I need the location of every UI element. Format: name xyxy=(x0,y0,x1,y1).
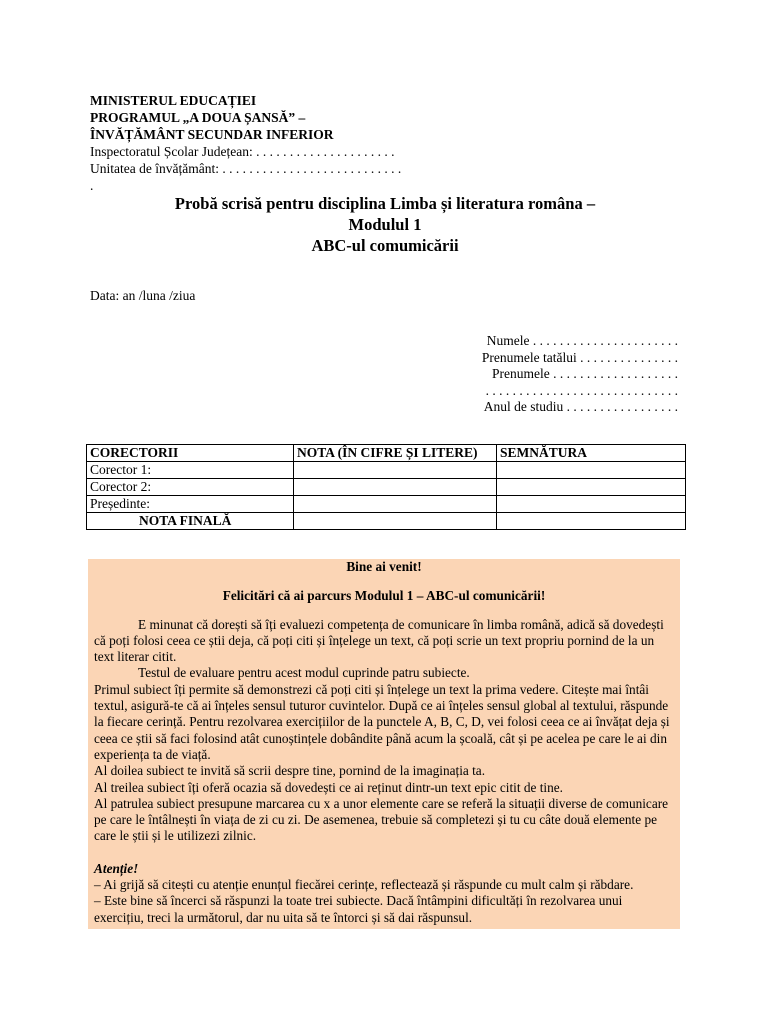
row-label: Corector 2: xyxy=(87,479,294,496)
date-line: Data: an /luna /ziua xyxy=(90,288,196,303)
table-header-row xyxy=(87,445,686,462)
grade-cell xyxy=(294,496,497,513)
paragraph-subject-3: Al treilea subiect îți oferă ocazia să dovedești ce ai reținut dintr-un text epic citit de tine. xyxy=(94,779,564,795)
paragraph-subject-4: Al patrulea subiect presupune marcarea cu x a unor elemente care se referă la situații diverse de comunicare pe care le întâlnești în viața de zi cu zi. De asemenea, trebuie să completezi și tu cu câte două elemente pe care le știi și le utilizezi zilnic. xyxy=(94,795,669,844)
final-grade-label: NOTA FINALĂ xyxy=(87,513,294,530)
father-name-field: Prenumele tatălui . . . . . . . . . . . . . . . xyxy=(481,349,678,365)
signature-cell xyxy=(497,513,686,530)
table-row xyxy=(87,496,686,513)
grade-cell xyxy=(294,479,497,496)
student-identity-block xyxy=(482,333,678,416)
row-label: Președinte: xyxy=(87,496,294,513)
study-year-field: Anul de studiu . . . . . . . . . . . . . . . . . xyxy=(483,399,678,414)
advice-item: – Este bine să încerci să răspunzi la toate trei subiecte. Dacă întâmpini dificultăți în rezolvarea unui exercițiu, treci la următorul, dar nu uita să te întorci și să dai răspunsul. xyxy=(94,893,623,925)
welcome-subheading: Felicitări că ai parcurs Modulul 1 – ABC-ul comunicării! xyxy=(222,588,546,604)
title-line-2: Modulul 1 xyxy=(348,215,422,234)
header-block xyxy=(90,92,401,194)
signature-cell xyxy=(497,496,686,513)
first-name-field: Prenumele . . . . . . . . . . . . . . . . . . . xyxy=(492,366,678,381)
exam-title xyxy=(90,193,680,256)
paragraph-intro: E minunat că dorești să îți evaluezi competența de comunicare în limba română, adică să dovedești că poți folosi ceea ce știi deja, că poți citi și înțelege un text, că poți scrie un text propriu pornind de la un text literar citit. xyxy=(94,616,664,665)
table-row xyxy=(87,479,686,496)
title-line-1: Probă scrisă pentru disciplina Limba și literatura româna – xyxy=(174,194,596,213)
name-field: Numele . . . . . . . . . . . . . . . . . . . . . . xyxy=(486,333,678,348)
grade-cell xyxy=(294,513,497,530)
signature-cell xyxy=(497,462,686,479)
paragraph-subject-2: Al doilea subiect te invită să scrii despre tine, pornind de la imaginația ta. xyxy=(94,763,486,779)
education-level: ÎNVĂȚĂMÂNT SECUNDAR INFERIOR xyxy=(90,127,334,142)
title-line-3: ABC-ul comumicării xyxy=(311,236,459,255)
program-name: PROGRAMUL „A DOUA ȘANSĂ” – xyxy=(90,110,306,125)
paragraph-subjects: Testul de evaluare pentru acest modul cuprinde patru subiecte. xyxy=(138,665,470,681)
table-row-final xyxy=(87,513,686,530)
table-row xyxy=(87,462,686,479)
signature-cell xyxy=(497,479,686,496)
column-header: CORECTORII xyxy=(87,445,294,462)
welcome-heading: Bine ai venit! xyxy=(346,559,422,574)
column-header: NOTA (ÎN CIFRE ȘI LITERE) xyxy=(294,445,497,462)
advice-item: – Ai grijă să citești cu atenție enunțul fiecărei cerințe, reflectează și răspunde cu mult calm și răbdare. xyxy=(94,877,634,893)
paragraph-subject-1: Primul subiect îți permite să demonstrezi că poți citi și înțelege un text la prima vedere. Citește mai întâi textul, asigură-te că ai înțeles sensul tuturor cuvintelor. După ce ai înțeles sensul global al textului, răspunde la fiecare cerință. Pentru rezolvarea exercițiilor de la punctele A, B, C, D, vei folosi ceea ce ai învățat deja și ceea ce știi să faci folosind atât cunoștințele dobândite până acum la școală, cât și pe acelea pe care le ai din experiența ta de viață. xyxy=(94,681,670,762)
inspectorate-field: Inspectoratul Școlar Județean: . . . . . . . . . . . . . . . . . . . . . xyxy=(90,144,395,159)
row-label: Corector 1: xyxy=(87,462,294,479)
school-unit-field: Unitatea de învățământ: . . . . . . . . . . . . . . . . . . . . . . . . . . . xyxy=(90,161,402,176)
attention-label: Atenție! xyxy=(94,860,139,876)
header-dot: . xyxy=(90,178,94,193)
ministry-name: MINISTERUL EDUCAȚIEI xyxy=(90,93,257,108)
welcome-box xyxy=(88,559,680,929)
blank-field: . . . . . . . . . . . . . . . . . . . . . . . . . . . . . xyxy=(485,382,678,398)
grades-table xyxy=(86,444,686,530)
grade-cell xyxy=(294,462,497,479)
column-header: SEMNĂTURA xyxy=(497,445,686,462)
